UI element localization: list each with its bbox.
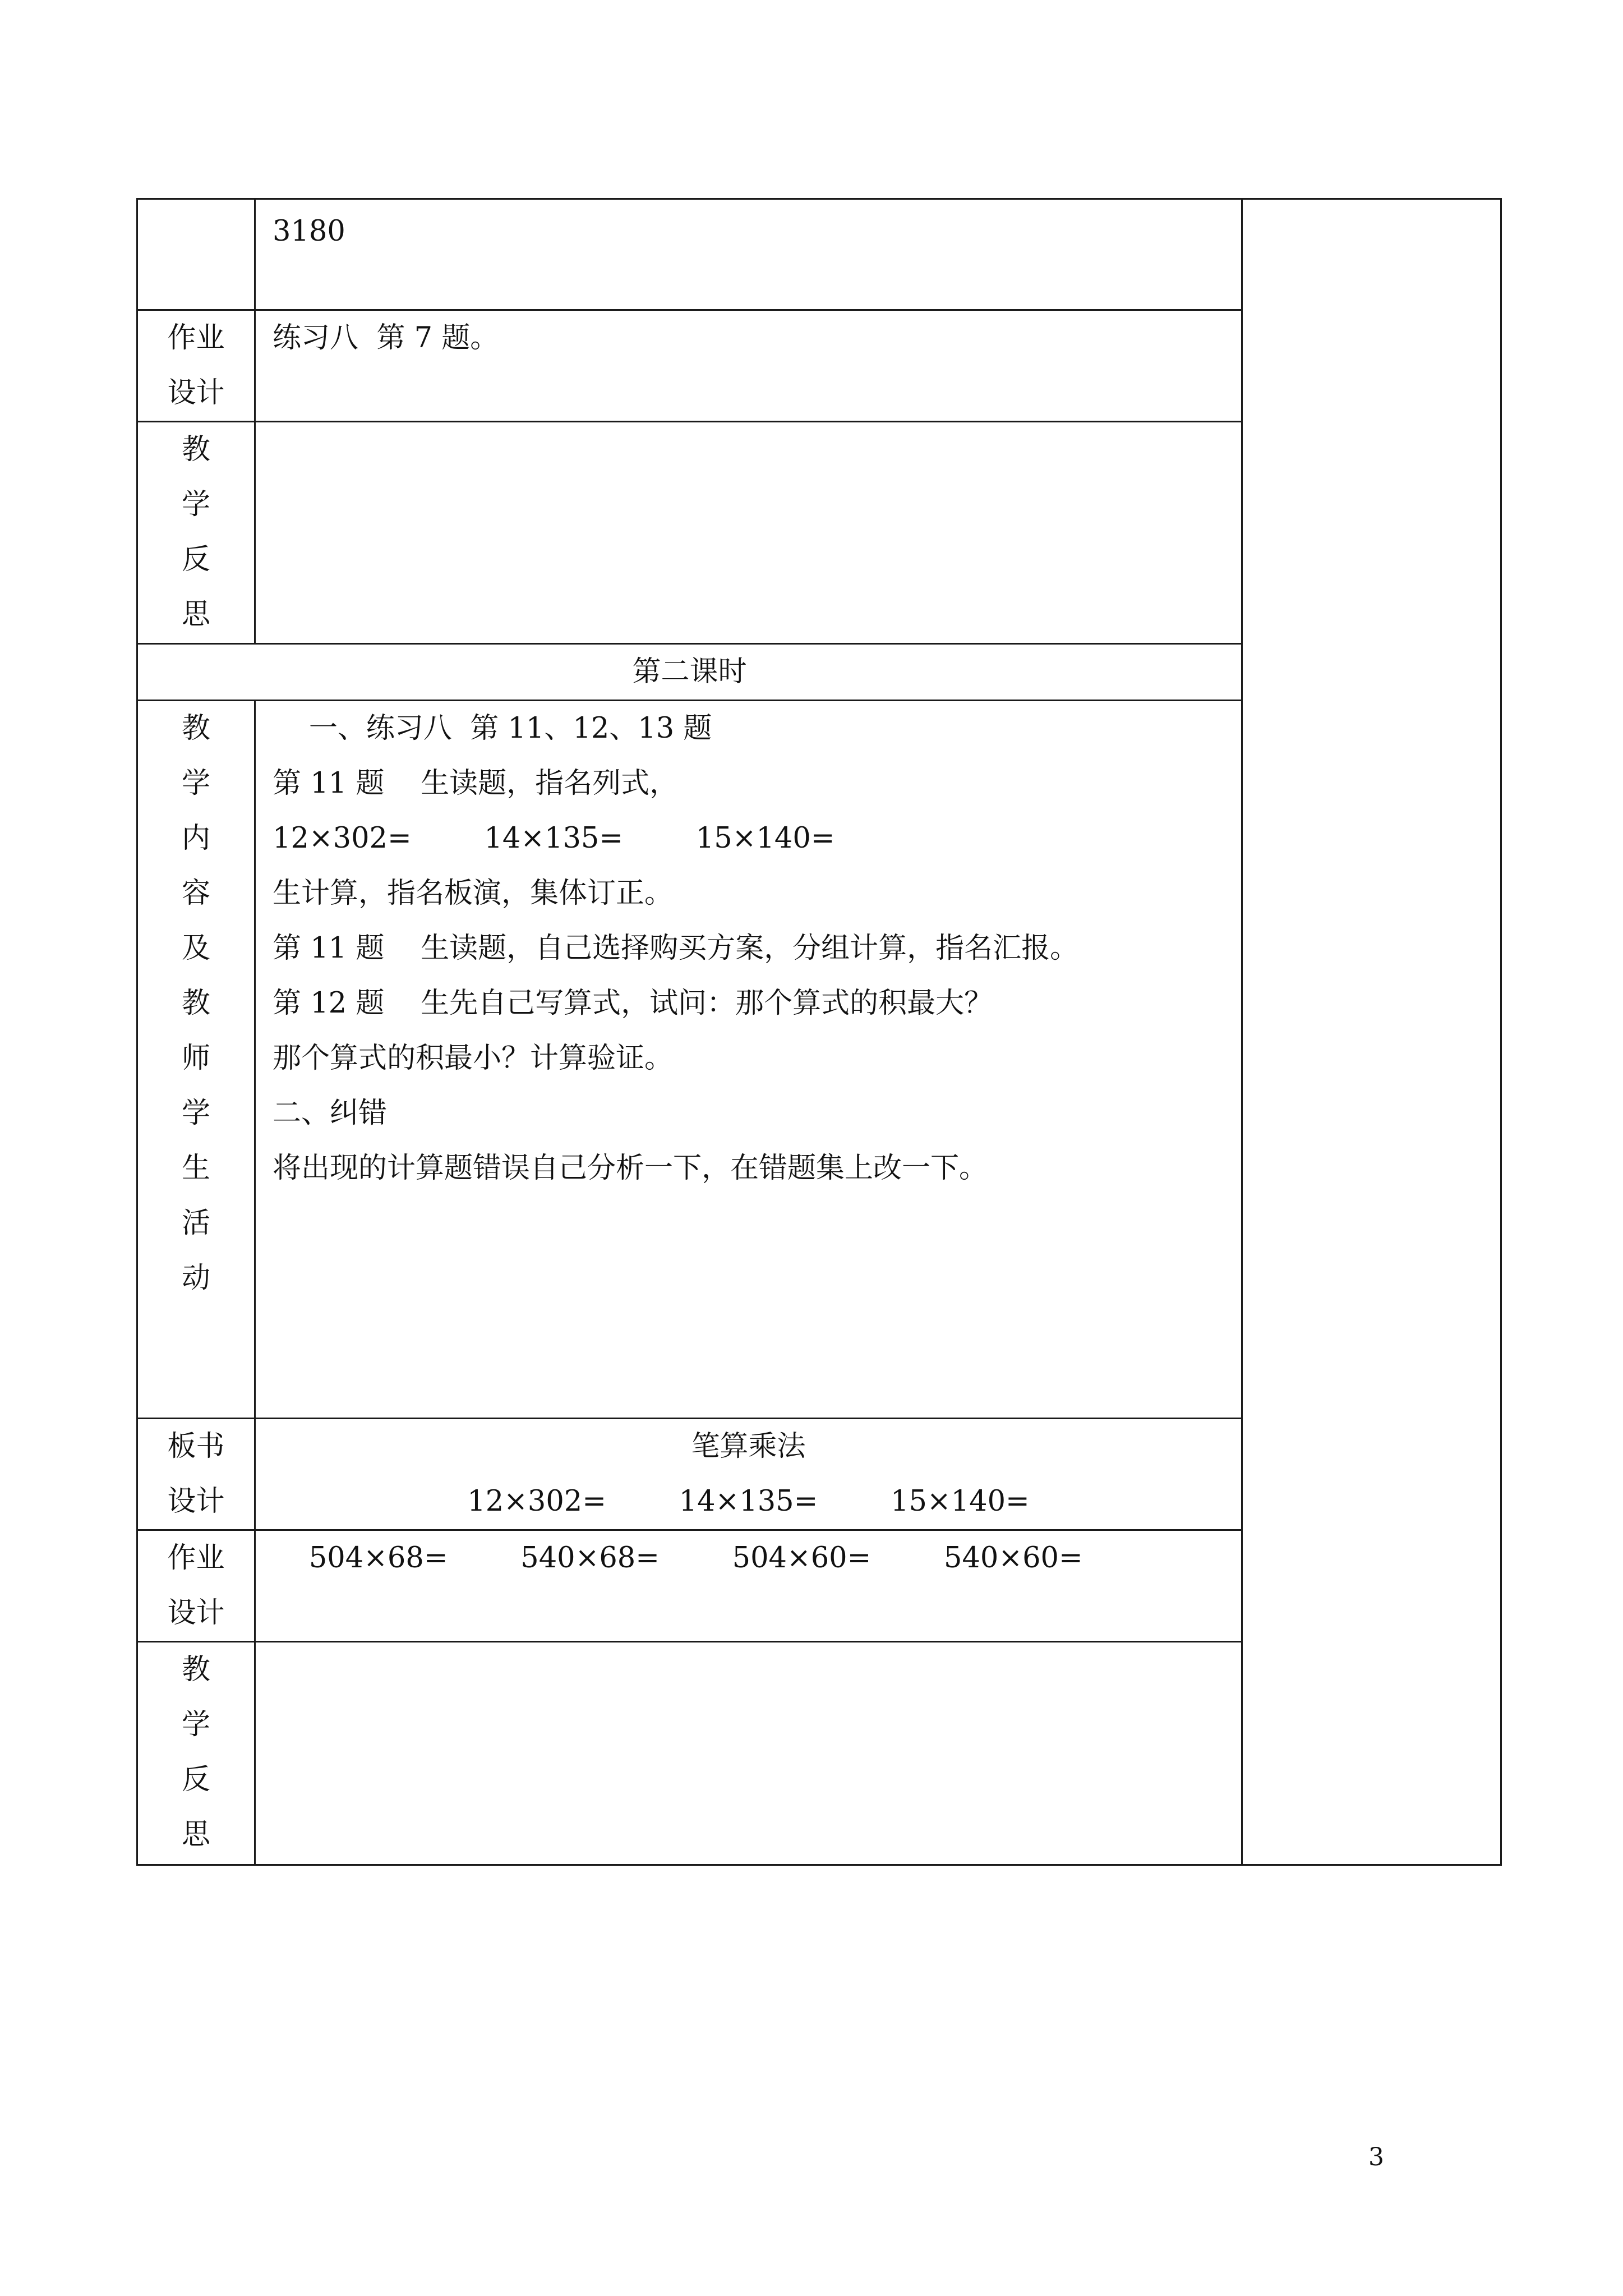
list-item: 第 11 题 生读题，指名列式，	[273, 767, 679, 800]
section-title: 第二课时	[137, 644, 1242, 701]
teaching-activity-content	[255, 701, 1242, 1419]
teaching-activity-label: 教 学 内 容 及 教 师 学 生 活 动	[137, 701, 255, 1419]
list-item: 12×302= 14×135= 15×140=	[273, 822, 835, 855]
homework-content: 练习八 第 7 题。	[255, 310, 1242, 422]
list-item: 将出现的计算题错误自己分析一下，在错题集上改一下。	[273, 1152, 988, 1185]
reflection-content	[255, 422, 1242, 644]
homework-content-2: 504×68= 540×68= 504×60= 540×60=	[255, 1530, 1242, 1642]
homework-label-2: 作业 设计	[137, 1530, 255, 1642]
table-row	[137, 199, 1501, 310]
list-item: 生计算，指名板演，集体订正。	[273, 877, 674, 910]
list-item: 那个算式的积最小？计算验证。	[273, 1042, 674, 1075]
reflection-label-2: 教 学 反 思	[137, 1642, 255, 1865]
content-cell	[255, 199, 1242, 310]
board-title: 笔算乘法	[691, 1430, 806, 1463]
board-formula: 12×302= 14×135= 15×140=	[467, 1485, 1030, 1518]
list-item: 二、纠错	[273, 1097, 388, 1130]
board-design-content	[255, 1419, 1242, 1530]
list-item: 一、练习八 第 11、12、13 题	[273, 712, 712, 745]
page-number: 3	[1368, 2143, 1384, 2171]
lesson-plan-table	[136, 198, 1502, 1866]
value-3180: 3180	[273, 215, 345, 248]
reflection-label: 教 学 反 思	[137, 422, 255, 644]
reflection-content-2	[255, 1642, 1242, 1865]
list-item: 第 11 题 生读题，自己选择购买方案，分组计算，指名汇报。	[273, 932, 1079, 965]
homework-label: 作业 设计	[137, 310, 255, 422]
notes-column	[1242, 199, 1501, 1865]
empty-label-cell	[137, 199, 255, 310]
list-item: 第 12 题 生先自己写算式，试问：那个算式的积最大？	[273, 987, 993, 1020]
board-design-label: 板书 设计	[137, 1419, 255, 1530]
